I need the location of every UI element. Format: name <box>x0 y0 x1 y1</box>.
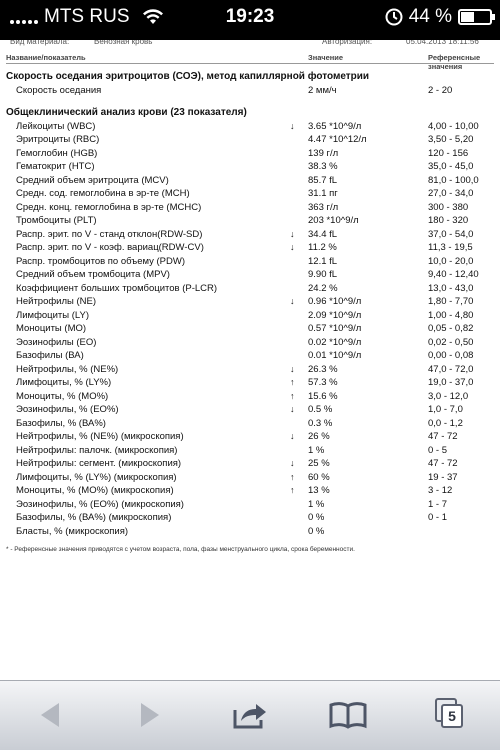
back-button[interactable] <box>30 695 70 735</box>
test-name: Нейтрофилы (NE) <box>16 296 97 307</box>
forward-arrow-icon <box>137 701 163 729</box>
test-reference: 120 - 156 <box>428 147 469 159</box>
test-name: Эозинофилы, % (ЕО%) (микроскопия) <box>16 498 184 510</box>
table-row <box>6 309 494 323</box>
test-name: Распр. эрит. по V - коэф. вариац(RDW-CV) <box>16 242 204 253</box>
test-value: 25 % <box>308 458 330 469</box>
table-row <box>6 214 494 228</box>
test-value: 1 % <box>308 498 325 510</box>
test-value: 38.3 % <box>308 161 338 172</box>
test-value: 203 *10^9/л <box>308 215 359 226</box>
test-reference: 4,00 - 10,00 <box>428 120 479 132</box>
test-reference: 19,0 - 37,0 <box>428 377 474 388</box>
table-row <box>6 201 494 215</box>
test-value: 34.4 fL <box>308 228 338 240</box>
test-name: Базофилы, % (ВА%) (микроскопия) <box>16 512 172 523</box>
test-reference: 10,0 - 20,0 <box>428 255 474 267</box>
test-name: Гемоглобин (HGB) <box>16 147 98 159</box>
material-value: Венозная кровь <box>94 40 153 46</box>
lab-report <box>0 40 500 680</box>
test-reference: 300 - 380 <box>428 201 469 213</box>
flag-arrow-icon: ↑ <box>290 485 295 495</box>
table-row <box>6 160 494 174</box>
flag-arrow-icon: ↓ <box>290 296 295 306</box>
table-row <box>6 174 494 188</box>
test-value: 60 % <box>308 471 330 483</box>
flag-arrow-icon: ↑ <box>290 377 295 387</box>
test-value: 0 % <box>308 512 325 523</box>
table-row <box>6 471 494 485</box>
table-row <box>6 120 494 134</box>
test-value: 85.7 fL <box>308 174 338 186</box>
table-row <box>6 295 494 309</box>
test-reference: 0 - 5 <box>428 444 448 456</box>
bookmarks-book-icon <box>329 701 367 729</box>
table-row <box>6 376 494 390</box>
test-value: 12.1 fL <box>308 255 338 267</box>
footnote: * - Референсные значения приводятся с учетом возраста, пола, фазы менструального цикла, срока беременности. <box>6 546 355 553</box>
test-reference: 47 - 72 <box>428 431 458 442</box>
test-value: 0.01 *10^9/л <box>308 350 362 361</box>
test-reference: 37,0 - 54,0 <box>428 228 474 240</box>
share-button[interactable] <box>230 695 270 735</box>
test-name: Бласты, % (микроскопия) <box>16 525 129 537</box>
table-row <box>6 228 494 242</box>
test-value: 3.65 *10^9/л <box>308 120 362 132</box>
header-ref: Референсные значения <box>428 53 481 71</box>
test-reference: 81,0 - 100,0 <box>428 174 479 186</box>
bookmarks-button[interactable] <box>328 695 368 735</box>
test-name: Средний объем тромбоцита (MPV) <box>16 269 170 280</box>
test-name: Гематокрит (HTC) <box>16 161 95 172</box>
test-name: Распр. эрит. по V - станд отклон(RDW-SD) <box>16 228 203 240</box>
test-name: Нейтрофилы, % (NE%) <box>16 363 119 375</box>
flag-arrow-icon: ↓ <box>290 404 295 414</box>
table-row <box>6 268 494 282</box>
test-value: 15.6 % <box>308 390 338 402</box>
carrier-name: MTS RUS <box>44 6 130 27</box>
test-reference: 0,00 - 0,08 <box>428 350 474 361</box>
table-row <box>6 336 494 350</box>
test-name: Нейтрофилы: палочк. (микроскопия) <box>16 444 178 456</box>
test-value: 13 % <box>308 485 330 496</box>
table-row <box>6 322 494 336</box>
test-reference: 0,02 - 0,50 <box>428 336 474 348</box>
table-row <box>6 241 494 255</box>
table-row <box>6 511 494 525</box>
test-value: 0.57 *10^9/л <box>308 323 362 334</box>
table-row <box>6 525 494 539</box>
test-name: Средний объем эритроцита (MCV) <box>16 174 169 186</box>
report-meta-strip <box>6 40 494 48</box>
test-name: Лейкоциты (WBC) <box>16 120 96 132</box>
test-value: 0 % <box>308 525 325 537</box>
test-reference: 3 - 12 <box>428 485 453 496</box>
test-name: Эритроциты (RBC) <box>16 134 100 145</box>
test-value: 0.02 *10^9/л <box>308 336 362 348</box>
test-reference: 35,0 - 45,0 <box>428 161 474 172</box>
test-value: 0.96 *10^9/л <box>308 296 362 307</box>
test-value: 11.2 % <box>308 242 337 253</box>
table-row <box>6 363 494 377</box>
test-reference: 47 - 72 <box>428 458 458 469</box>
test-name: Нейтрофилы: сегмент. (микроскопия) <box>16 458 182 469</box>
test-value: 139 г/л <box>308 147 339 159</box>
table-header <box>6 48 494 71</box>
test-reference: 1,00 - 4,80 <box>428 309 474 321</box>
authorization-value: 05.04.2013 18:11:56 <box>406 40 479 46</box>
tab-count: 5 <box>441 704 463 728</box>
table-row <box>6 444 494 458</box>
authorization-label: Авторизация: <box>322 40 373 46</box>
material-label: Вид материала: <box>10 40 70 46</box>
browser-toolbar <box>0 680 500 750</box>
table-row <box>6 417 494 431</box>
table-row <box>6 147 494 161</box>
test-name: Моноциты (МО) <box>16 323 87 334</box>
flag-arrow-icon: ↓ <box>290 242 295 252</box>
table-row <box>6 498 494 512</box>
test-value: 9.90 fL <box>308 269 338 280</box>
cbc-table <box>6 120 494 539</box>
back-arrow-icon <box>37 701 63 729</box>
test-reference: 180 - 320 <box>428 215 469 226</box>
flag-arrow-icon: ↓ <box>290 431 295 441</box>
test-value: 0.5 % <box>308 404 333 415</box>
test-value: 31.1 пг <box>308 188 338 199</box>
battery-icon <box>458 9 492 25</box>
test-name: Базофилы (ВА) <box>16 350 84 361</box>
flag-arrow-icon: ↑ <box>290 390 295 401</box>
test-value: 26 % <box>308 431 330 442</box>
test-value: 2.09 *10^9/л <box>308 309 362 321</box>
test-reference: 0,0 - 1,2 <box>428 417 463 429</box>
table-row <box>6 282 494 296</box>
forward-button[interactable] <box>130 695 170 735</box>
test-reference: 0 - 1 <box>428 512 448 523</box>
test-name: Нейтрофилы, % (NE%) (микроскопия) <box>16 431 184 442</box>
test-reference: 13,0 - 43,0 <box>428 282 474 294</box>
test-name: Коэффициент больших тромбоцитов (P-LCR) <box>16 282 218 294</box>
test-reference: 3,0 - 12,0 <box>428 390 469 402</box>
test-name: Лимфоциты (LY) <box>16 309 89 321</box>
table-row <box>6 484 494 498</box>
table-row <box>6 403 494 417</box>
orientation-lock-icon <box>385 8 403 26</box>
test-name: Лимфоциты, % (LY%) (микроскопия) <box>16 471 177 483</box>
test-value: 363 г/л <box>308 201 339 213</box>
tabs-icon <box>431 698 465 732</box>
tabs-button[interactable] <box>428 695 468 735</box>
test-name: Средн. конц. гемоглобина в эр-те (MCHC) <box>16 201 202 213</box>
header-value: Значение <box>308 53 344 62</box>
flag-arrow-icon: ↓ <box>290 228 295 239</box>
share-icon <box>231 700 269 730</box>
test-reference: 1 - 7 <box>428 498 448 510</box>
table-row <box>6 84 494 98</box>
table-row <box>6 349 494 363</box>
table-row <box>6 457 494 471</box>
test-reference: 11,3 - 19,5 <box>428 242 473 253</box>
test-name: Моноциты, % (МО%) (микроскопия) <box>16 485 174 496</box>
status-right-group <box>385 6 492 28</box>
section-title-cbc: Общеклинический анализ крови (23 показателя) <box>6 106 247 118</box>
table-row <box>6 133 494 147</box>
test-reference: 47,0 - 72,0 <box>428 363 474 375</box>
test-name: Скорость оседания <box>16 85 102 96</box>
test-reference: 19 - 37 <box>428 471 458 483</box>
test-reference: 1,0 - 7,0 <box>428 404 463 415</box>
table-row <box>6 430 494 444</box>
test-value: 26.3 % <box>308 363 338 375</box>
battery-percent: 44 % <box>408 6 452 27</box>
table-row <box>6 255 494 269</box>
test-reference: 27,0 - 34,0 <box>428 188 474 199</box>
clock: 19:23 <box>225 6 275 27</box>
test-name: Базофилы, % (ВА%) <box>16 417 106 429</box>
test-reference: 9,40 - 12,40 <box>428 269 479 280</box>
test-value: 0.3 % <box>308 417 333 429</box>
flag-arrow-icon: ↓ <box>290 458 295 468</box>
test-reference: 1,80 - 7,70 <box>428 296 474 307</box>
flag-arrow-icon: ↓ <box>290 120 295 131</box>
test-value: 57.3 % <box>308 377 338 388</box>
test-reference: 2 - 20 <box>428 85 453 96</box>
section-title-esr: Скорость оседания эритроцитов (СОЭ), метод капиллярной фотометрии <box>6 71 370 82</box>
flag-arrow-icon: ↑ <box>290 471 295 482</box>
table-row <box>6 390 494 404</box>
test-name: Средн. сод. гемоглобина в эр-те (MCH) <box>16 188 190 199</box>
test-name: Эозинофилы (ЕО) <box>16 336 97 348</box>
test-name: Моноциты, % (МО%) <box>16 390 109 402</box>
test-value: 1 % <box>308 444 325 456</box>
test-name: Распр. тромбоцитов по объему (PDW) <box>16 255 186 267</box>
flag-arrow-icon: ↓ <box>290 363 295 374</box>
test-reference: 0,05 - 0,82 <box>428 323 474 334</box>
test-reference: 3,50 - 5,20 <box>428 134 474 145</box>
test-value: 24.2 % <box>308 282 338 294</box>
status-bar <box>0 0 500 40</box>
table-row <box>6 187 494 201</box>
test-name: Лимфоциты, % (LY%) <box>16 377 112 388</box>
test-name: Эозинофилы, % (ЕО%) <box>16 404 119 415</box>
test-name: Тромбоциты (PLT) <box>16 215 97 226</box>
test-value: 4.47 *10^12/л <box>308 134 367 145</box>
test-value: 2 мм/ч <box>308 85 337 96</box>
header-name: Название/показатель <box>6 53 86 62</box>
